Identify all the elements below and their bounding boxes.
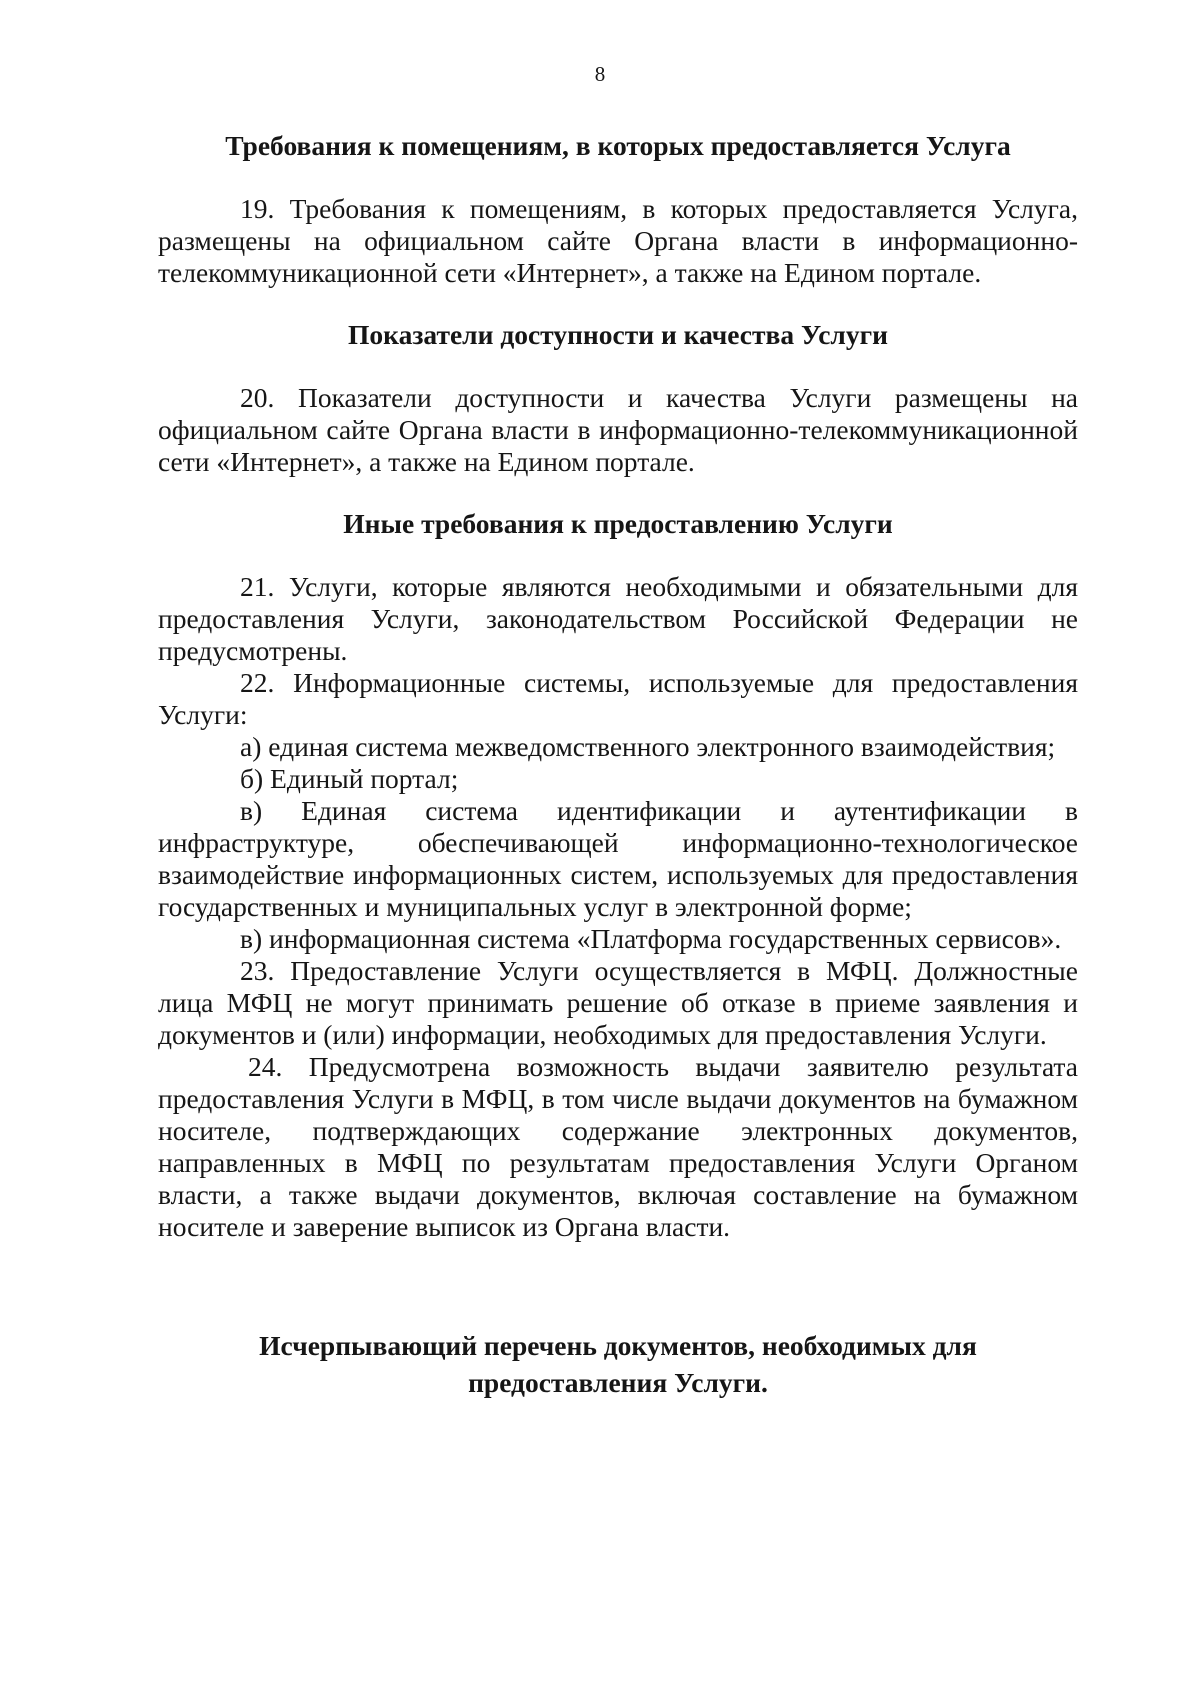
page-number: 8 [594, 62, 606, 86]
paragraph-21: 21. Услуги, которые являются необходимыми и обязательными для предоставления Услуги, законодательством Российской Федерации не предусмотрены. [158, 571, 1078, 666]
paragraph-19: 19. Требования к помещениям, в которых предоставляется Услуга, размещены на официальном сайте Органа власти в информационно-телекоммуникационной сети «Интернет», а также на Едином портале. [158, 193, 1078, 288]
paragraph-22-d: в) информационная система «Платформа государственных сервисов». [240, 923, 1062, 954]
heading-quality: Показатели доступности и качества Услуги [348, 319, 888, 350]
paragraph-20: 20. Показатели доступности и качества Услуги размещены на официальном сайте Органа власти в информационно-телекоммуникационной сети «Интернет», а также на Едином портале. [158, 382, 1078, 477]
heading-other-requirements: Иные требования к предоставлению Услуги [343, 508, 893, 539]
paragraph-22-b: б) Единый портал; [240, 763, 459, 794]
paragraph-22-c: в) Единая система идентификации и аутентификации в инфраструктуре, обеспечивающей информационно-технологическое взаимодействие информационных систем, используемых для предоставления государственных и муниципальных услуг в электронной форме; [158, 795, 1078, 922]
heading-documents-line-1: Исчерпывающий перечень документов, необходимых для [259, 1330, 977, 1361]
paragraph-22-a: а) единая система межведомственного электронного взаимодействия; [240, 731, 1056, 762]
heading-documents-list [158, 1327, 1078, 1401]
paragraph-24: 24. Предусмотрена возможность выдачи заявителю результата предоставления Услуги в МФЦ, в том числе выдачи документов на бумажном носителе, подтверждающих содержание электронных документов, направленных в МФЦ по результатам предоставления Услуги Органом власти, а также выдачи документов, включая составление на бумажном носителе и заверение выписок из Органа власти. [158, 1051, 1078, 1242]
paragraph-22: 22. Информационные системы, используемые для предоставления Услуги: [158, 667, 1078, 730]
document-body [158, 130, 1078, 1401]
heading-premises: Требования к помещениям, в которых предоставляется Услуга [225, 130, 1011, 161]
paragraph-23: 23. Предоставление Услуги осуществляется в МФЦ. Должностные лица МФЦ не могут принимать решение об отказе в приеме заявления и документов и (или) информации, необходимых для предоставления Услуги. [158, 955, 1078, 1050]
heading-documents-line-2: предоставления Услуги. [468, 1367, 768, 1398]
other-requirements-list [158, 571, 1078, 1243]
